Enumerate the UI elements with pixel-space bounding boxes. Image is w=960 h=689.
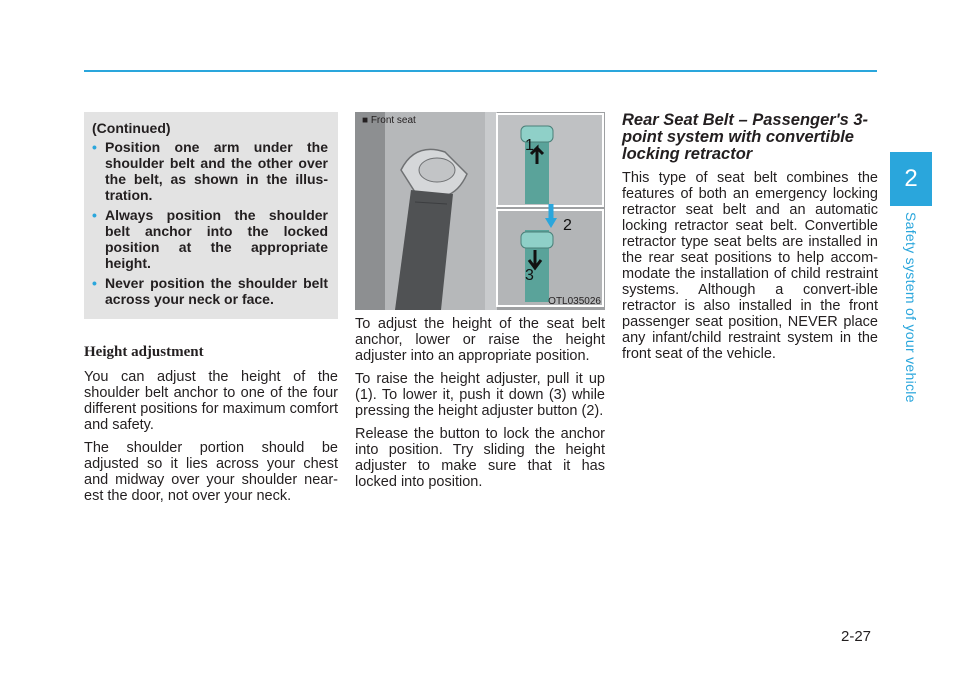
callout-1: 1 [525, 137, 534, 154]
figure-code: OTL035026 [548, 296, 601, 307]
page-number: 2-27 [841, 628, 872, 645]
warning-item: • Never position the shoulder belt across your neck or face. [92, 275, 328, 307]
paragraph: This type of seat belt combines the features of both an emergency locking retractor seat belt and an automatic locking retractor seat belt. Convertible retractor type seat belts are installed in the rear seat positions to help accom-modate the installation of child restraint systems. Although a convert-ible retractor is also installed in the front passenger seat position, NEVER place any infant/child restraint system in the front seat of the vehicle. [622, 170, 878, 362]
warning-item: • Position one arm under the shoulder belt and the other over the belt, as shown in the illus-tration. [92, 139, 328, 203]
height-adjustment-section [84, 344, 338, 511]
rear-seat-belt-section [622, 112, 878, 362]
paragraph: You can adjust the height of the shoulder belt anchor to one of the four different positions for maximum comfort and safety. [84, 369, 338, 433]
chapter-tab [890, 152, 932, 206]
chapter-title-vertical [893, 212, 929, 412]
paragraph: To raise the height adjuster, pull it up (1). To lower it, push it down (3) while pressing the height adjuster button (2). [355, 371, 605, 419]
section-heading: Rear Seat Belt – Passenger's 3-point system with convertible locking retractor [622, 111, 869, 163]
paragraph: To adjust the height of the seat belt anchor, lower or raise the height adjuster into an appropriate position. [355, 316, 605, 364]
warning-list [92, 139, 328, 307]
warning-item: • Always position the shoulder belt anchor into the locked position at the appropriate height. [92, 207, 328, 271]
callout-2: 2 [563, 217, 572, 234]
chapter-title: Safety system of your vehicle [903, 212, 919, 403]
section-heading: Height adjustment [84, 344, 204, 360]
seat-belt-illustration [355, 112, 605, 310]
callout-3: 3 [525, 267, 534, 284]
header-rule [84, 70, 877, 72]
figure-label: ■ Front seat [362, 115, 416, 126]
warning-continued: (Continued) [92, 120, 171, 136]
paragraph: Release the button to lock the anchor into position. Try sliding the height adjuster to make sure that it has locked into position. [355, 426, 605, 490]
adjustment-instructions [355, 316, 605, 497]
warning-box [84, 112, 338, 319]
paragraph: The shoulder portion should be adjusted so it lies across your chest and midway over your shoulder near-est the door, not over your neck. [84, 440, 338, 504]
seat-belt-diagram [355, 112, 605, 310]
chapter-number: 2 [904, 165, 918, 192]
